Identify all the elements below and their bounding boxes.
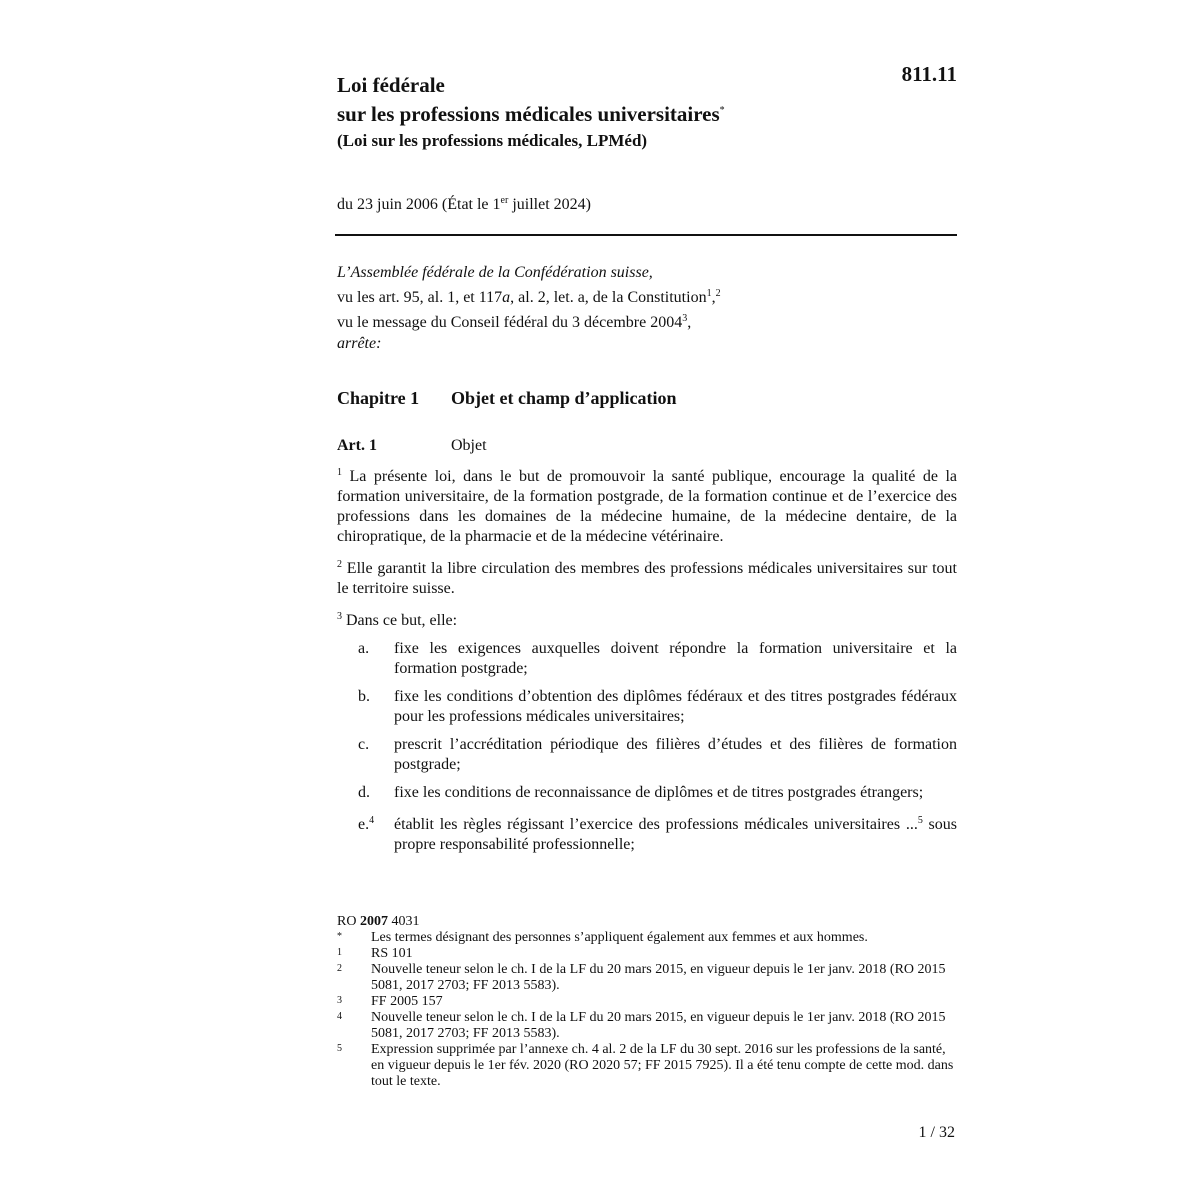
article-paragraph-3	[337, 607, 957, 631]
footnote	[337, 1010, 957, 1042]
title-line-2-text: sur les professions médicales universitaires	[337, 102, 720, 126]
list-item	[337, 783, 957, 803]
footnote-text: Nouvelle teneur selon le ch. I de la LF du 20 mars 2015, en vigueur depuis le 1er janv. 2018 (RO 2015 5081, 2017 2703; FF 2013 5583).	[371, 962, 946, 993]
footnote	[337, 930, 957, 946]
item-e-pre: établit les règles régissant l’exercice des professions médicales universitaires ...	[394, 816, 918, 833]
list-item-text: fixe les exigences auxquelles doivent répondre la formation universitaire et la formation postgrade;	[394, 640, 957, 677]
footnote-text: Nouvelle teneur selon le ch. I de la LF du 20 mars 2015, en vigueur depuis le 1er janv. 2018 (RO 2015 5081, 2017 2703; FF 2013 5583).	[371, 1010, 946, 1041]
ro-reference	[337, 914, 957, 930]
preamble-line-1: L’Assemblée fédérale de la Confédération suisse,	[337, 264, 653, 281]
footnote-mark: *	[337, 931, 342, 942]
footnote	[337, 962, 957, 994]
date-post: juillet 2024)	[508, 196, 591, 213]
item-e-post: sous propre responsabilité professionnelle;	[394, 816, 958, 853]
footnote-mark: 4	[337, 1011, 342, 1022]
list-item	[337, 735, 957, 775]
document-subtitle: (Loi sur les professions médicales, LPMéd)	[337, 131, 648, 150]
footnote-text: Les termes désignant des personnes s’appliquent également aux femmes et aux hommes.	[371, 930, 868, 945]
footnote-mark: 3	[337, 995, 342, 1006]
paragraph-2-number: 2	[337, 559, 342, 570]
list-item-label: c.	[358, 736, 370, 753]
preamble-line-3-text: vu le message du Conseil fédéral du 3 décembre 2004	[337, 314, 683, 331]
footnote	[337, 946, 957, 962]
footnote-mark: 2	[337, 963, 342, 974]
footnote-ref-4[interactable]: 4	[369, 815, 375, 826]
list-item-text: prescrit l’accréditation périodique des filières d’études et des filières de formation postgrade;	[394, 736, 957, 773]
list-item-label: b.	[358, 688, 370, 705]
ro-page: 4031	[387, 914, 420, 929]
list-item	[337, 639, 957, 679]
footnote-ref-1[interactable]: 1	[706, 288, 712, 299]
preamble-line-2-rest: , al. 2, let. a, de la Constitution	[510, 289, 707, 306]
paragraph-3-number: 3	[337, 611, 342, 622]
paragraph-3-text: Dans ce but, elle:	[342, 612, 458, 629]
list-item-label: a.	[358, 640, 370, 657]
date-pre: du 23 juin 2006 (État le 1	[337, 196, 501, 213]
document-date	[337, 195, 957, 214]
paragraph-1-text: La présente loi, dans le but de promouvoir la santé publique, encourage la qualité de la formation universitaire, de la formation postgrade, de la formation continue et de l’exercice des professions dans les domaines de la médecine humaine, de la médecine dentaire, de la chiropratique, de la pharmacie et de la médecine vétérinaire.	[337, 468, 957, 545]
ro-year: 2007	[359, 914, 388, 929]
document-title	[337, 72, 957, 127]
footnote-text: RS 101	[371, 946, 413, 961]
footnotes	[337, 914, 957, 1090]
list-item-e	[337, 811, 957, 855]
page-number: 1 / 32	[918, 1124, 955, 1141]
header-divider	[335, 234, 957, 236]
date-sup: er	[500, 195, 509, 206]
preamble-line-2	[337, 283, 957, 308]
preamble-line-4: arrête:	[337, 335, 382, 352]
paragraph-2-text: Elle garantit la libre circulation des membres des professions médicales universitaires sur tout le territoire suisse.	[337, 560, 957, 597]
footnote-ref-2[interactable]: 2	[715, 288, 721, 299]
article-paragraph-1	[337, 463, 957, 547]
document-page	[337, 60, 957, 855]
preamble-line-3-end: ,	[687, 314, 692, 331]
article-list	[337, 639, 957, 855]
sr-number: 811.11	[901, 62, 957, 86]
preamble	[337, 262, 957, 354]
paragraph-1-number: 1	[337, 467, 342, 478]
list-item-text: fixe les conditions de reconnaissance de diplômes et de titres postgrades étrangers;	[394, 784, 924, 801]
footnote	[337, 994, 957, 1010]
preamble-line-2-text: vu les art. 95, al. 1, et 117	[337, 289, 503, 306]
article-paragraph-2	[337, 555, 957, 599]
chapter-title: Objet et champ d’application	[451, 388, 677, 408]
title-line-1: Loi fédérale	[337, 73, 445, 97]
article-heading	[337, 437, 957, 455]
preamble-line-2-comma: ,	[711, 289, 716, 306]
ro-pre: RO	[337, 914, 360, 929]
title-line-2	[337, 98, 957, 127]
footnote-mark: 1	[337, 947, 342, 958]
list-item-label: d.	[358, 784, 370, 801]
footnote-mark: 5	[337, 1043, 342, 1054]
list-item-text	[394, 811, 957, 855]
title-footnote-star[interactable]: *	[719, 105, 725, 116]
preamble-line-3	[337, 308, 957, 333]
footnote-text: FF 2005 157	[371, 994, 443, 1009]
footnote-ref-3[interactable]: 3	[682, 313, 688, 324]
list-item	[337, 687, 957, 727]
article-title: Objet	[451, 437, 487, 454]
article-number: Art. 1	[337, 437, 377, 454]
preamble-line-2-a: a	[502, 289, 511, 306]
chapter-heading	[337, 388, 957, 409]
list-item-label	[337, 811, 394, 855]
item-e-label: e.	[358, 816, 370, 833]
footnote-text: Expression supprimée par l’annexe ch. 4 al. 2 de la LF du 30 sept. 2016 sur les professions de la santé, en vigueur depuis le 1er fév. 2020 (RO 2020 57; FF 2015 7925). Il a été tenu compte de cette mod. dans tout le texte.	[371, 1042, 954, 1089]
chapter-number: Chapitre 1	[337, 388, 420, 408]
footnote	[337, 1042, 957, 1090]
footnote-ref-5[interactable]: 5	[917, 815, 923, 826]
list-item-text: fixe les conditions d’obtention des diplômes fédéraux et des titres postgrades fédéraux pour les professions médicales universitaires;	[394, 688, 957, 725]
